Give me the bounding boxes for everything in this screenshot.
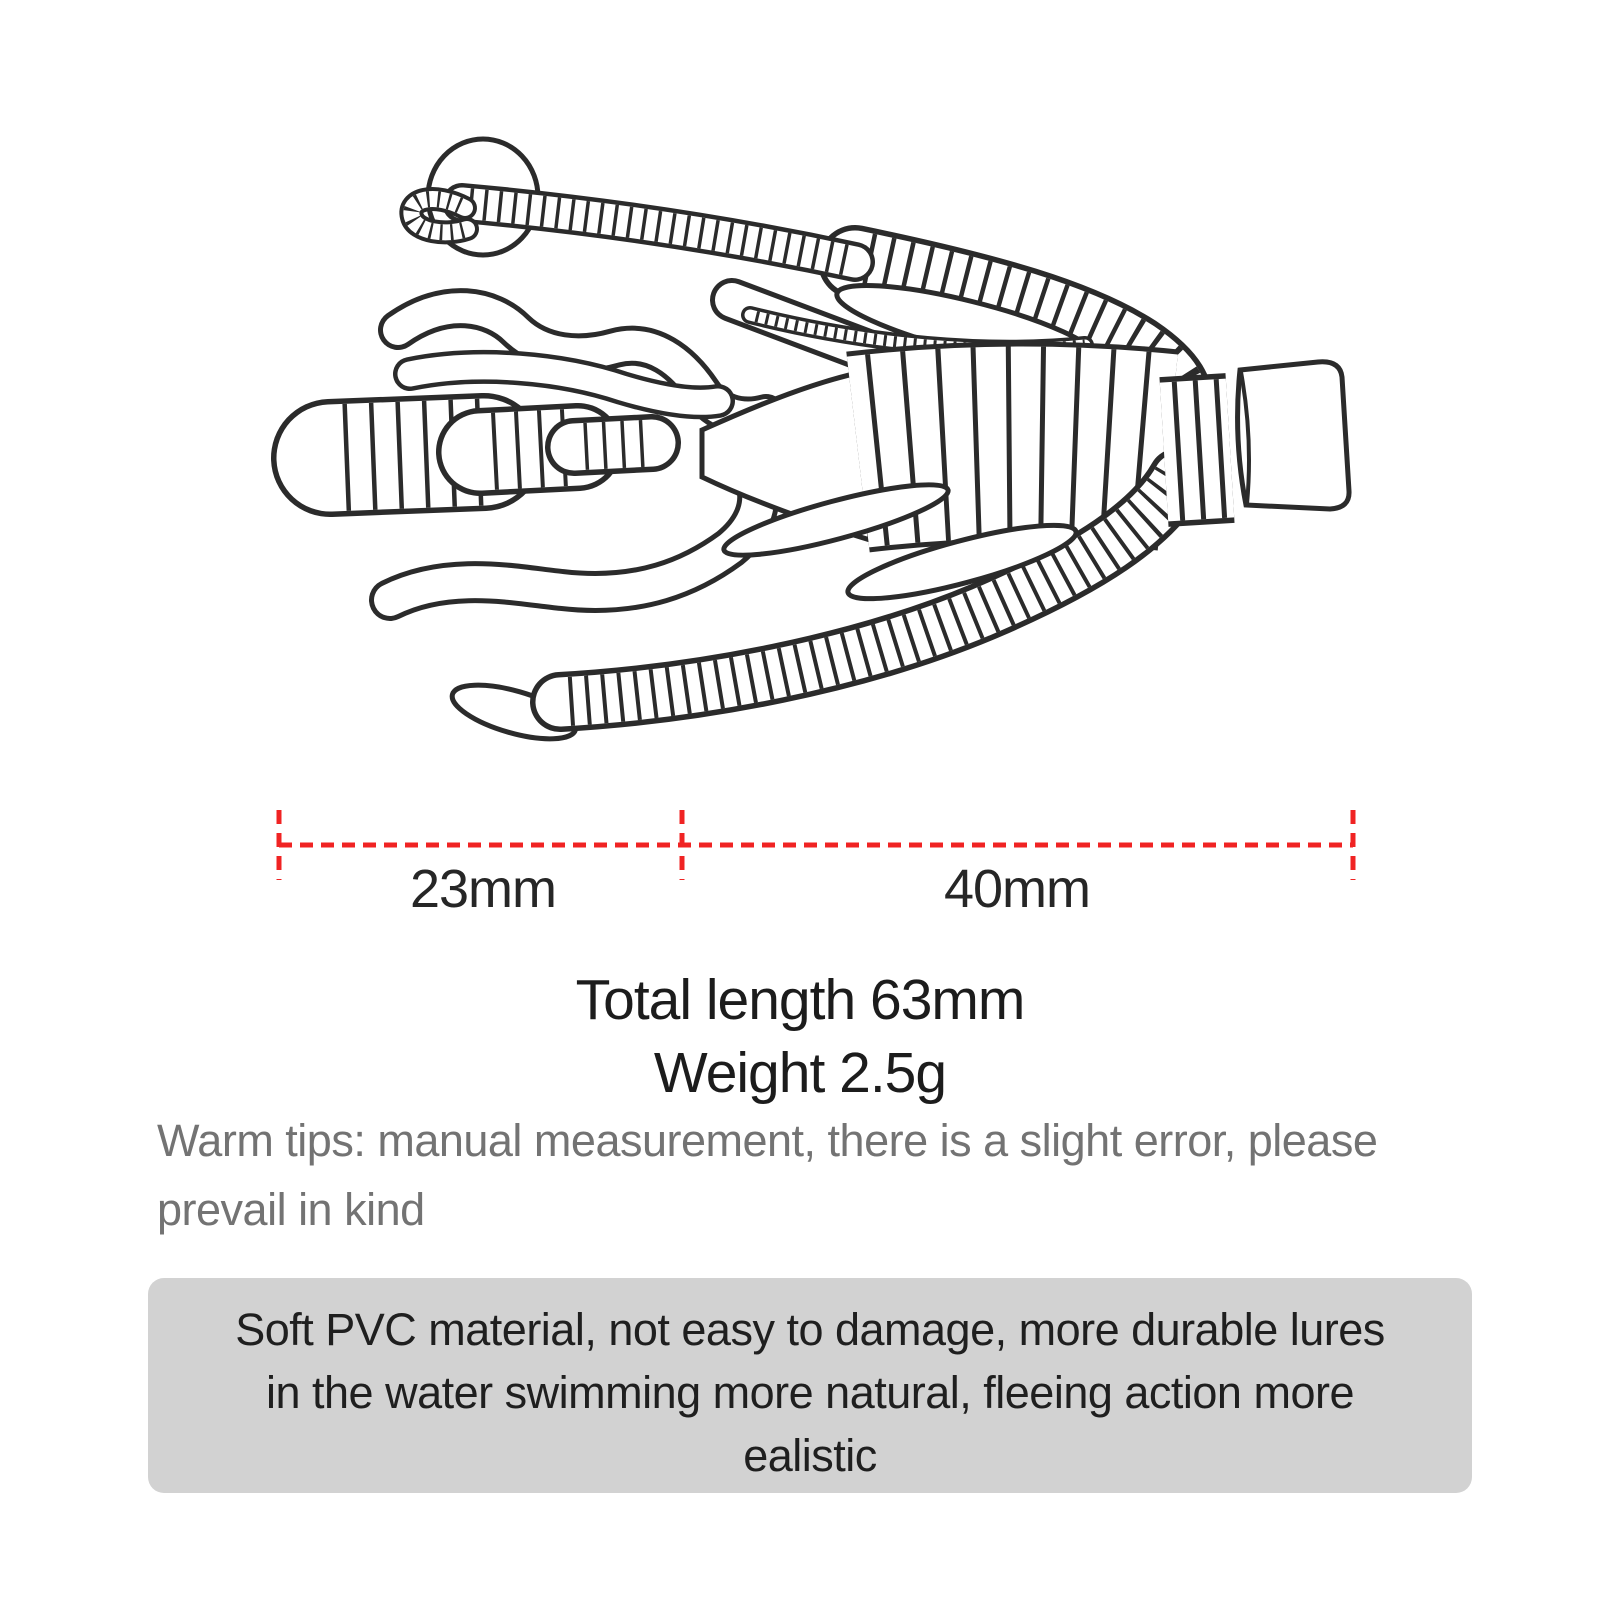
head-cylinder bbox=[1238, 362, 1349, 509]
dimension-label-23mm: 23mm bbox=[409, 859, 557, 919]
weight-text: Weight 2.5g bbox=[653, 1040, 947, 1105]
body-fill bbox=[858, 442, 1168, 452]
lure-illustration bbox=[330, 139, 1349, 750]
dimension-label-40mm: 40mm bbox=[943, 859, 1091, 919]
warm-tips-text: Warm tips: manual measurement, there is a slight error, please prevail in kind bbox=[157, 1115, 1378, 1236]
material-note-text: Soft PVC material, not easy to damage, more durable lures in the water swimming more natural, fleeing action more ealistic bbox=[235, 1304, 1385, 1481]
spec-block bbox=[0, 964, 1600, 1110]
material-note-box bbox=[148, 1278, 1472, 1493]
total-length-text: Total length 63mm bbox=[575, 968, 1025, 1032]
